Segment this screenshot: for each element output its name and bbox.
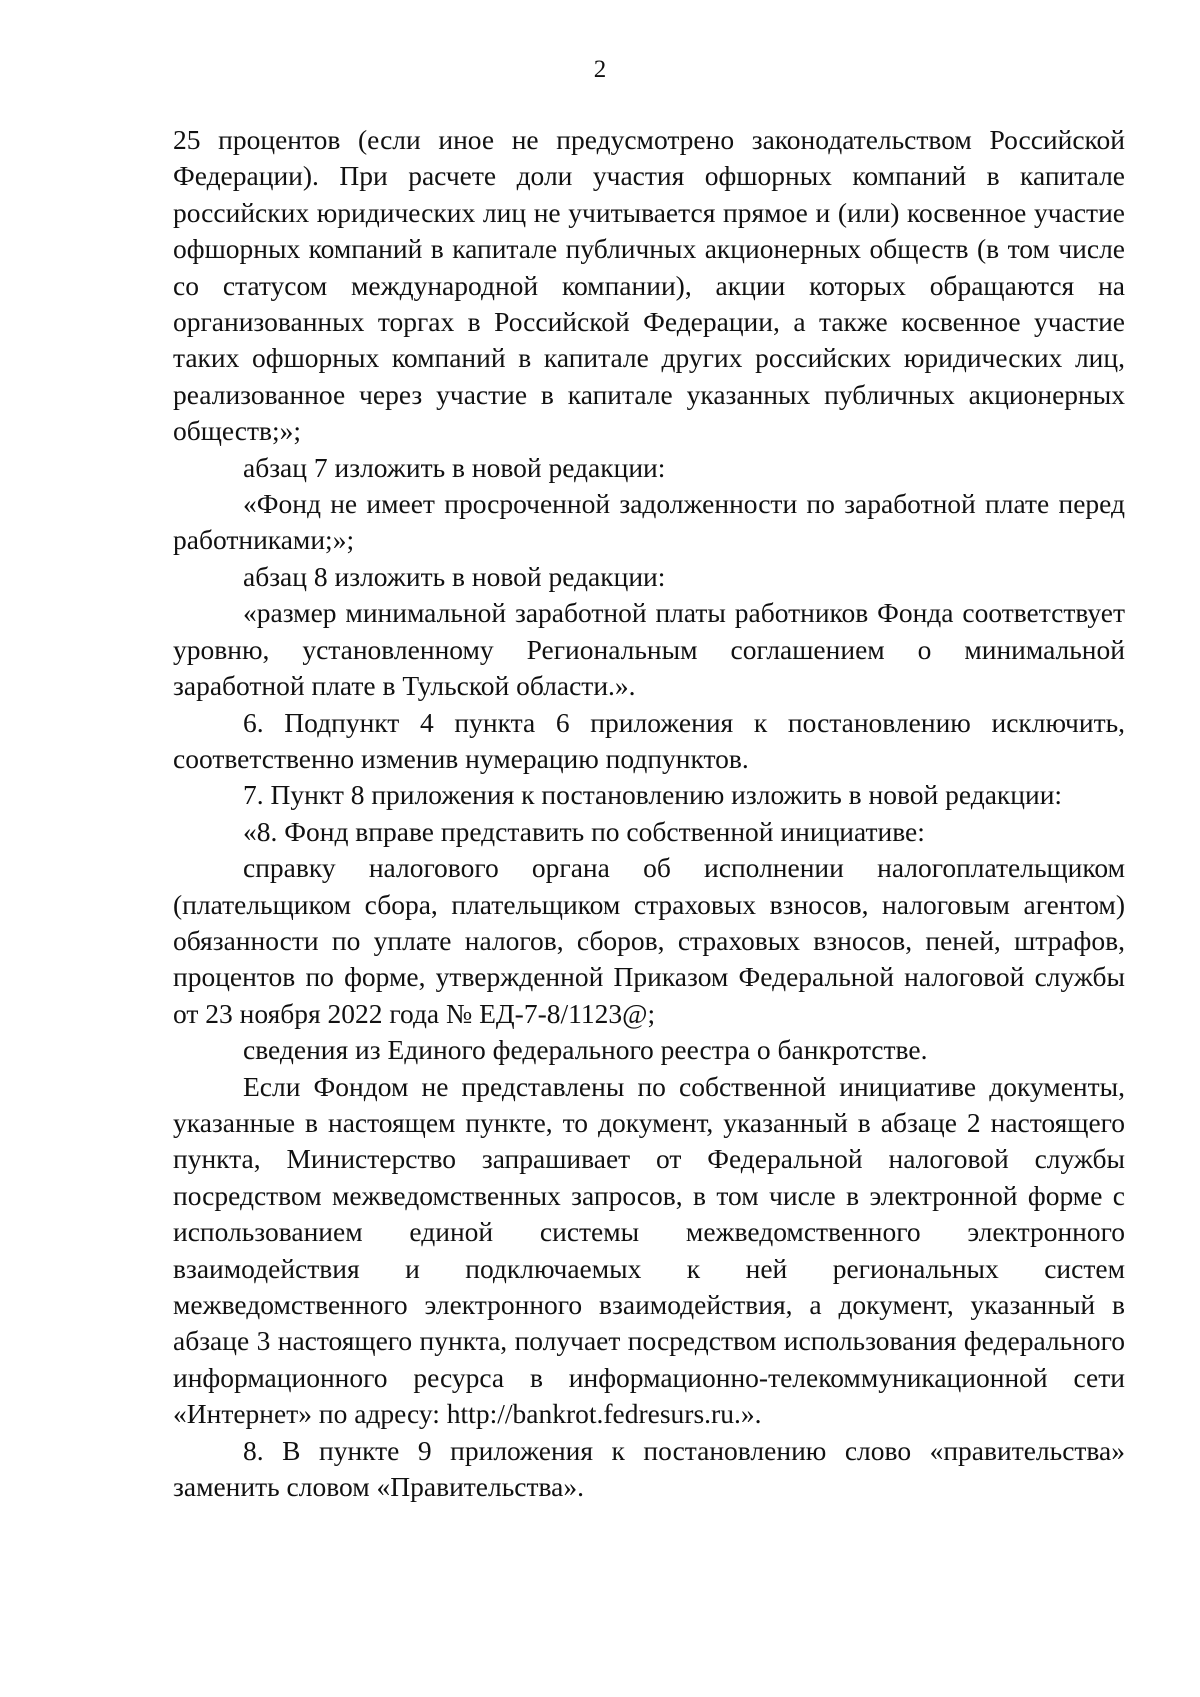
paragraph-tax-certificate: справку налогового органа об исполнении налогоплательщиком (плательщиком сбора, плательщиком страховых взносов, налоговым агентом) обязанности по уплате налогов, сборов, страховых взносов, пеней, штрафов, процентов по форме, утвержденной Приказом Федеральной налоговой службы от 23 ноября 2022 года № ЕД-7-8/1123@;: [173, 852, 1125, 1029]
paragraph-continuation-offshore: 25 процентов (если иное не предусмотрено законодательством Российской Федерации). При расчете доли участия офшорных компаний в капитале российских юридических лиц не учитывается прямое и (или) косвенное участие офшорных компаний в капитале публичных акционерных обществ (в том числе со статусом международной компании), акции которых обращаются на организованных торгах в Российской Федерации, а также косвенное участие таких офшорных компаний в капитале других российских юридических лиц, реализованное через участие в капитале указанных публичных акционерных обществ;»;: [173, 124, 1125, 447]
paragraph-item-6: 6. Подпункт 4 пункта 6 приложения к постановлению исключить, соответственно изменив нумерацию подпунктов.: [173, 706, 1125, 774]
paragraph-point-8-intro: «8. Фонд вправе представить по собственной инициативе:: [243, 815, 925, 847]
paragraph-amend-abzac-8: абзац 8 изложить в новой редакции:: [243, 560, 666, 592]
page-number: 2: [593, 56, 607, 83]
paragraph-minimum-wage: «размер минимальной заработной платы работников Фонда соответствует уровню, установленному Региональным соглашением о минимальной заработной плате в Тульской области.».: [173, 597, 1125, 702]
paragraph-amend-abzac-7: абзац 7 изложить в новой редакции:: [243, 451, 666, 483]
paragraph-fund-no-arrears: «Фонд не имеет просроченной задолженности по заработной плате перед работниками;»;: [173, 488, 1125, 556]
paragraph-bankruptcy-registry: сведения из Единого федерального реестра о банкротстве.: [243, 1034, 928, 1066]
paragraph-item-7: 7. Пункт 8 приложения к постановлению изложить в новой редакции:: [243, 779, 1063, 811]
paragraph-item-8: 8. В пункте 9 приложения к постановлению слово «правительства» заменить словом «Правительства».: [173, 1434, 1125, 1503]
paragraph-interagency-requests: Если Фондом не представлены по собственной инициативе документы, указанные в настоящем пункте, то документ, указанный в абзаце 2 настоящего пункта, Министерство запрашивает от Федеральной налоговой службы посредством межведомственных запросов, в том числе в электронной форме с использованием единой системы межведомственного электронного взаимодействия и подключаемых к ней региональных систем межведомственного электронного взаимодействия, а документ, указанный в абзаце 3 настоящего пункта, получает посредством использования федерального информационного ресурса в информационно-телекоммуникационной сети «Интернет» по адресу: http://bankrot.fedresurs.ru.».: [173, 1070, 1125, 1430]
document-body: [173, 122, 1125, 1505]
